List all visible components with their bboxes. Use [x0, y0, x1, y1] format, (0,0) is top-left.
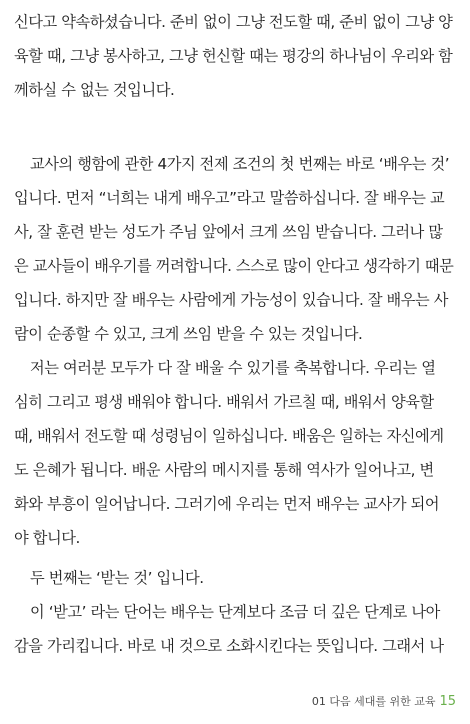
text-line: 입니다. 하지만 잘 배우는 사람에게 가능성이 있습니다. 잘 배우는 사: [14, 291, 449, 309]
text-line: 께하실 수 없는 것입니다.: [14, 81, 175, 99]
text-line: 은 교사들이 배우기를 꺼려합니다. 스스로 많이 안다고 생각하기 때문: [14, 257, 454, 275]
text-line: 람이 순종할 수 있고, 크게 쓰임 받을 수 있는 것입니다.: [14, 325, 363, 343]
text-line: 교사의 행함에 관한 4가지 전제 조건의 첫 번째는 바로 ‘배우는 것’: [30, 155, 450, 173]
text-line: 감을 가리킵니다. 바로 내 것으로 소화시킨다는 뜻입니다. 그래서 나: [14, 637, 444, 655]
text-line: 두 번째는 ‘받는 것’ 입니다.: [30, 569, 204, 587]
page-number: 15: [439, 694, 456, 709]
text-line: 이 ‘받고’ 라는 단어는 배우는 단계보다 조금 더 깊은 단계로 나아: [30, 603, 440, 621]
text-line: 심히 그리고 평생 배워야 합니다. 배워서 가르칠 때, 배워서 양육할: [14, 393, 434, 411]
chapter-title: 01 다음 세대를 위한 교육: [311, 695, 436, 708]
text-line: 신다고 약속하셨습니다. 준비 없이 그냥 전도할 때, 준비 없이 그냥 양: [14, 13, 453, 31]
text-line: 사, 잘 훈련 받는 성도가 주님 앞에서 크게 쓰임 받습니다. 그러나 많: [14, 223, 443, 241]
text-line: 입니다. 먼저 “너희는 내게 배우고”라고 말씀하십니다. 잘 배우는 교: [14, 189, 445, 207]
text-line: 도 은혜가 됩니다. 배운 사람의 메시지를 통해 역사가 일어나고, 변: [14, 461, 434, 479]
text-line: 때, 배워서 전도할 때 성령님이 일하십니다. 배움은 일하는 자신에게: [14, 427, 444, 445]
text-line: 야 합니다.: [14, 529, 80, 547]
page-footer: [312, 694, 456, 710]
text-line: 화와 부흥이 일어납니다. 그러기에 우리는 먼저 배우는 교사가 되어: [14, 495, 440, 513]
text-line: 육할 때, 그냥 봉사하고, 그냥 헌신할 때는 평강의 하나님이 우리와 함: [14, 47, 453, 65]
text-line: 저는 여러분 모두가 다 잘 배울 수 있기를 축복합니다. 우리는 열: [30, 359, 436, 377]
